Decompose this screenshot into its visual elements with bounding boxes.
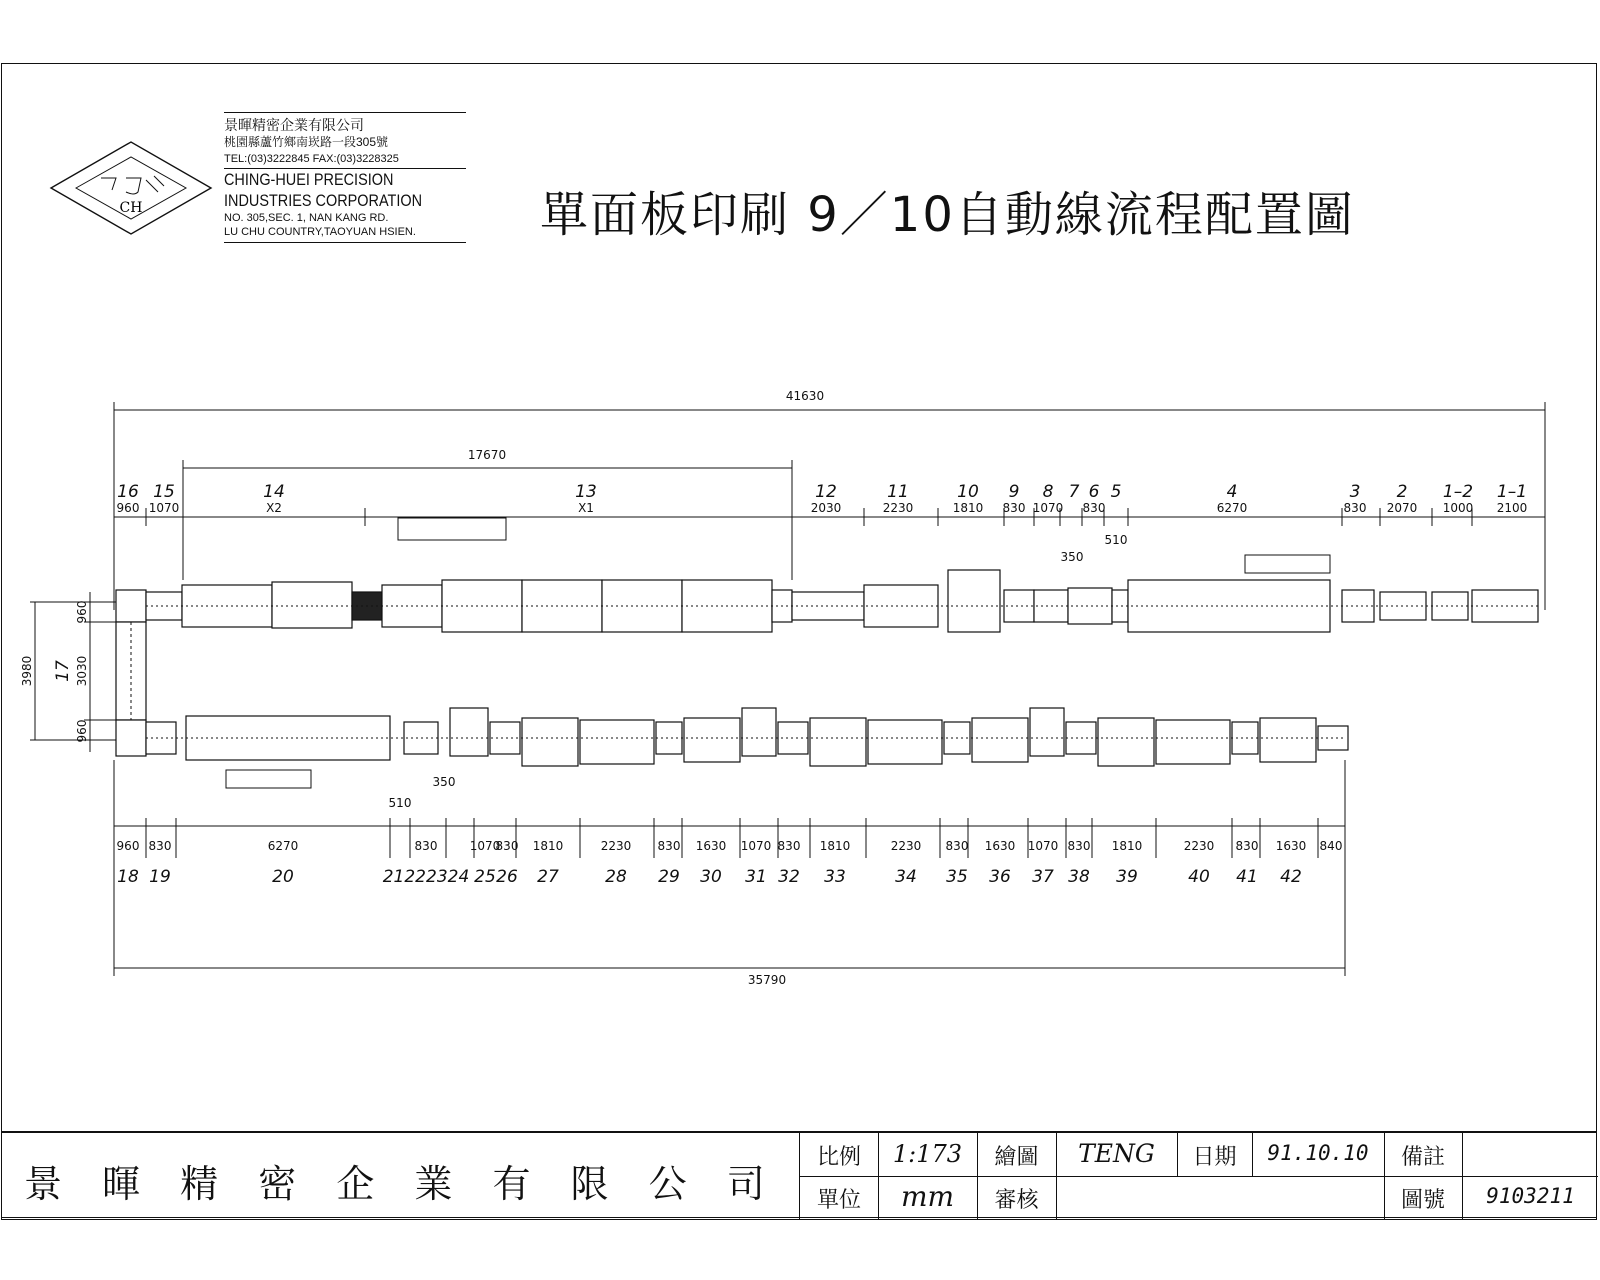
logo-text: CH bbox=[119, 200, 143, 216]
check-label: 審核 bbox=[994, 1188, 1039, 1213]
top-station-number: 7 bbox=[1068, 482, 1080, 502]
scale-label: 比例 bbox=[816, 1145, 861, 1170]
top-station-dim: 830 bbox=[1002, 501, 1026, 515]
bottom-station-number: 41 bbox=[1236, 867, 1258, 887]
vertical-transfer-line bbox=[116, 622, 146, 720]
bottom-tail-dim: 840 bbox=[1319, 839, 1343, 853]
top-station-dim: X2 bbox=[266, 501, 282, 515]
company-addr-en-2: LU CHU COUNTRY,TAOYUAN HSIEN. bbox=[224, 226, 416, 238]
top-station-number: 9 bbox=[1008, 482, 1020, 502]
top-station-dim: X1 bbox=[578, 501, 594, 515]
bottom-station-dim: 1810 bbox=[532, 839, 564, 853]
bottom-station-dim: 960 bbox=[116, 839, 140, 853]
bottom-station-dim: 2230 bbox=[1183, 839, 1215, 853]
bottom-station-dim: 830 bbox=[495, 839, 519, 853]
bottom-station-dim: 1070 bbox=[469, 839, 501, 853]
bottom-station-number: 27 bbox=[537, 867, 559, 887]
bottom-total-value: 35790 bbox=[747, 973, 787, 987]
remark-label: 備註 bbox=[1400, 1145, 1445, 1170]
top-station-dim: 1070 bbox=[148, 501, 180, 515]
top-production-line bbox=[116, 518, 1540, 632]
bottom-total-dimension bbox=[114, 760, 1345, 987]
left-side-dimensions bbox=[20, 592, 118, 752]
scale-value: 1:173 bbox=[892, 1140, 963, 1168]
bottom-station-number: 18 bbox=[117, 867, 139, 887]
bottom-station-dim: 2230 bbox=[890, 839, 922, 853]
drawing-title: 單面板印刷 9／10自動線流程配置圖 bbox=[540, 187, 1355, 243]
bottom-station-dim: 1070 bbox=[740, 839, 772, 853]
bottom-station-number: 37 bbox=[1032, 867, 1054, 887]
bottom-extra-dim-350: 350 bbox=[432, 775, 456, 789]
top-station-number: 10 bbox=[957, 482, 979, 502]
bottom-station-number: 31 bbox=[745, 867, 767, 887]
bottom-station-number: 28 bbox=[605, 867, 627, 887]
title-block-company: 景 暉 精 密 企 業 有 限 公 司 bbox=[24, 1162, 779, 1206]
bottom-station-number: 20 bbox=[272, 867, 294, 887]
bottom-station-dim: 1810 bbox=[1111, 839, 1143, 853]
bottom-station-number: 21222324 bbox=[382, 867, 470, 887]
top-station-dim: 830 bbox=[1082, 501, 1106, 515]
top-station-dim: 1070 bbox=[1032, 501, 1064, 515]
company-name-zh: 景暉精密企業有限公司 bbox=[224, 117, 364, 133]
top-station-number: 16 bbox=[117, 482, 139, 502]
top-station-dim: 1810 bbox=[952, 501, 984, 515]
bottom-station-number: 34 bbox=[895, 867, 917, 887]
top-station-number: 4 bbox=[1226, 482, 1238, 502]
top-station-dim: 2030 bbox=[810, 501, 842, 515]
top-station-number: 15 bbox=[153, 482, 175, 502]
bottom-station-dim: 830 bbox=[414, 839, 438, 853]
draw-label: 繪圖 bbox=[994, 1145, 1039, 1170]
top-subtotal-value: 17670 bbox=[467, 448, 507, 462]
bottom-station-number: 19 bbox=[149, 867, 171, 887]
top-station-number: 14 bbox=[263, 482, 285, 502]
unit-value: mm bbox=[900, 1180, 955, 1213]
top-station-number: 5 bbox=[1110, 482, 1122, 502]
bottom-station-number: 30 bbox=[700, 867, 722, 887]
company-addr-en-1: NO. 305,SEC. 1, NAN KANG RD. bbox=[224, 212, 389, 224]
bottom-station-number: 36 bbox=[989, 867, 1011, 887]
top-station-dim: 2100 bbox=[1496, 501, 1528, 515]
bottom-station-dim: 830 bbox=[945, 839, 969, 853]
bottom-station-number: 39 bbox=[1116, 867, 1138, 887]
left-dim-960-top: 960 bbox=[75, 600, 89, 624]
top-station-number: 1–1 bbox=[1496, 482, 1528, 502]
top-station-dim: 2070 bbox=[1386, 501, 1418, 515]
unit-label: 單位 bbox=[816, 1188, 861, 1213]
dwgno-label: 圖號 bbox=[1400, 1188, 1445, 1213]
bottom-station-dim: 830 bbox=[148, 839, 172, 853]
bottom-station-number: 29 bbox=[658, 867, 680, 887]
bottom-station-number: 26 bbox=[496, 867, 518, 887]
bottom-station-dim: 1070 bbox=[1027, 839, 1059, 853]
bottom-station-number: 33 bbox=[824, 867, 846, 887]
company-address-zh: 桃園縣蘆竹鄉南崁路一段305號 bbox=[224, 135, 389, 149]
title-block-grid bbox=[799, 1133, 1598, 1219]
bottom-station-dim: 830 bbox=[1067, 839, 1091, 853]
draw-value: TENG bbox=[1078, 1139, 1155, 1168]
bottom-production-line bbox=[116, 708, 1348, 788]
line-layout-diagram bbox=[0, 380, 1600, 1020]
top-total-value: 41630 bbox=[785, 389, 825, 403]
bottom-station-dim: 1630 bbox=[695, 839, 727, 853]
bottom-station-number: 42 bbox=[1280, 867, 1302, 887]
bottom-station-dim: 830 bbox=[777, 839, 801, 853]
bottom-station-dim: 1630 bbox=[984, 839, 1016, 853]
top-station-dim: 6270 bbox=[1216, 501, 1248, 515]
top-station-number: 2 bbox=[1396, 482, 1408, 502]
left-dim-3030: 3030 bbox=[75, 655, 89, 687]
top-station-dim: 1000 bbox=[1442, 501, 1474, 515]
bottom-station-number: 40 bbox=[1188, 867, 1210, 887]
top-station-number: 12 bbox=[815, 482, 837, 502]
dwgno-value: 9103211 bbox=[1486, 1184, 1575, 1208]
top-station-number: 13 bbox=[575, 482, 597, 502]
company-name-en-2: INDUSTRIES CORPORATION bbox=[224, 191, 423, 210]
bottom-station-number: 38 bbox=[1068, 867, 1090, 887]
top-station-number: 1–2 bbox=[1442, 482, 1474, 502]
top-station-number: 8 bbox=[1042, 482, 1054, 502]
date-label: 日期 bbox=[1192, 1145, 1237, 1170]
bottom-station-labels bbox=[114, 818, 1345, 887]
top-station-number: 3 bbox=[1349, 482, 1361, 502]
company-header bbox=[46, 112, 466, 267]
bottom-station-dim: 830 bbox=[1235, 839, 1259, 853]
top-station-dim: 830 bbox=[1343, 501, 1367, 515]
bottom-extra-dim-510: 510 bbox=[388, 796, 412, 810]
bottom-station-number: 32 bbox=[778, 867, 800, 887]
date-value: 91.10.10 bbox=[1267, 1141, 1369, 1165]
top-station-number: 6 bbox=[1088, 482, 1100, 502]
bottom-station-number: 35 bbox=[946, 867, 968, 887]
company-tel-fax: TEL:(03)3222845 FAX:(03)3228325 bbox=[224, 151, 466, 169]
top-extra-dim-510: 510 bbox=[1104, 533, 1128, 547]
company-logo bbox=[46, 140, 216, 240]
left-dim-3980: 3980 bbox=[20, 655, 34, 687]
left-dim-960-bottom: 960 bbox=[75, 719, 89, 743]
bottom-station-dim: 6270 bbox=[267, 839, 299, 853]
top-station-number: 11 bbox=[887, 482, 909, 502]
top-station-dim: 2230 bbox=[882, 501, 914, 515]
bottom-station-dim: 830 bbox=[657, 839, 681, 853]
bottom-station-number: 25 bbox=[474, 867, 496, 887]
bottom-station-dim: 1630 bbox=[1275, 839, 1307, 853]
left-station-17: 17 bbox=[53, 660, 73, 682]
title-block bbox=[1, 1131, 1597, 1220]
top-extra-dim-350: 350 bbox=[1060, 550, 1084, 564]
company-info bbox=[224, 112, 466, 243]
bottom-station-dim: 2230 bbox=[600, 839, 632, 853]
bottom-station-dim: 1810 bbox=[819, 839, 851, 853]
company-name-en-1: CHING-HUEI PRECISION bbox=[224, 170, 394, 189]
top-station-dim: 960 bbox=[116, 501, 140, 515]
top-station-labels bbox=[114, 482, 1545, 526]
